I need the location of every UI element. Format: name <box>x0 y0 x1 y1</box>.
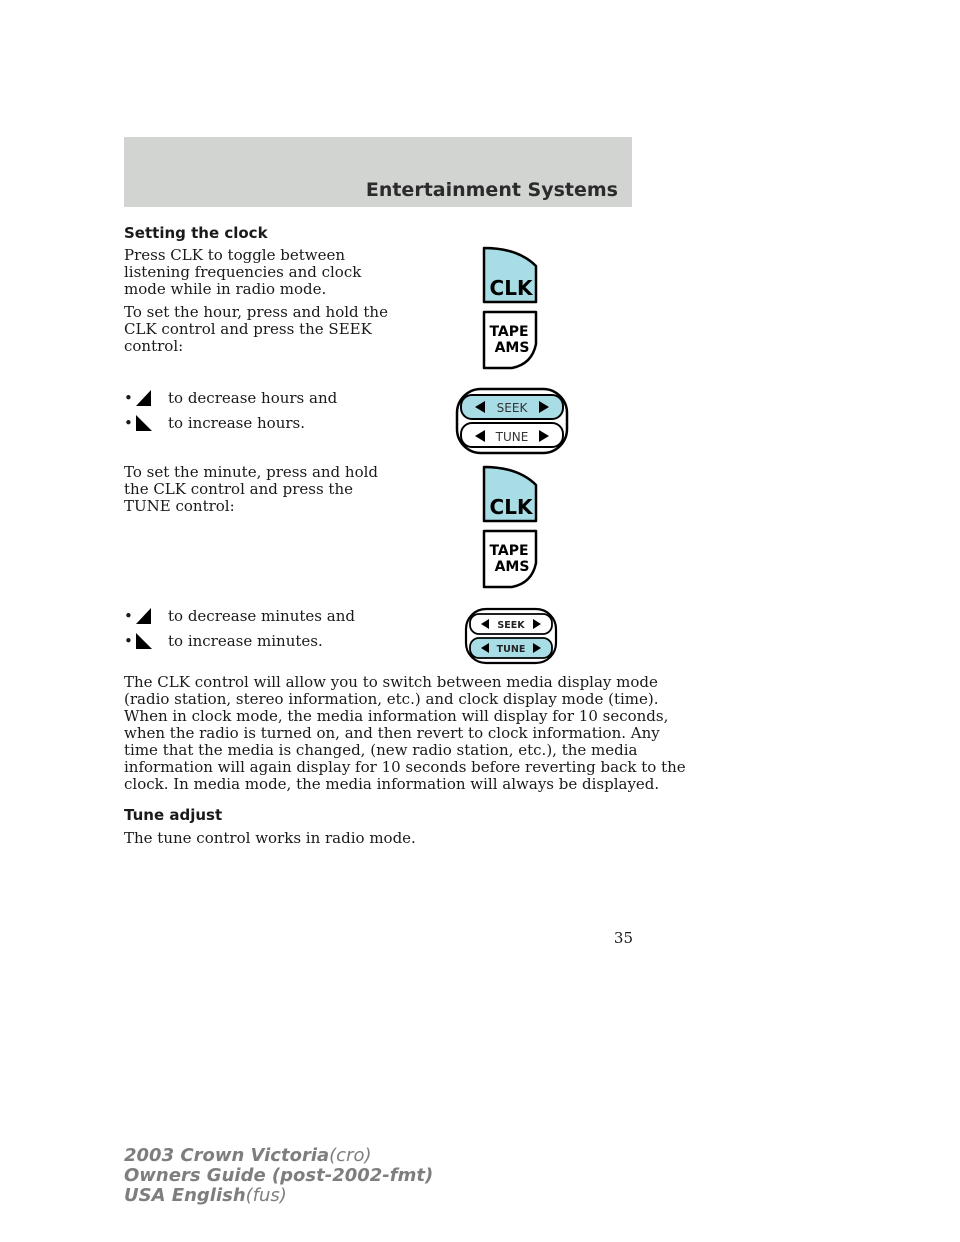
bullet-decrease-hours: • to decrease hours and <box>124 388 338 407</box>
bullet-increase-hours: • to increase hours. <box>124 413 306 432</box>
tune-label: TUNE <box>496 644 526 655</box>
paragraph-set-minute: To set the minute, press and hold the CLK control and press the TUNE control: <box>124 463 379 515</box>
footer-line-2 <box>124 1166 433 1186</box>
footer-model: 2003 Crown Victoria <box>124 1145 330 1166</box>
paragraph-clk-modes: The CLK control will allow you to switch between media display mode (radio station, stereo information, etc.) and clock display mode (time). When in clock mode, the media information will display for 10 seconds, when the radio is turned on, and then revert to clock information. Any time that the media is changed, (new radio station, etc.), the media information will again display for 10 seconds before reverting back to the clock. In media mode, the media information will always be displayed. <box>124 673 686 793</box>
paragraph-tune-control: The tune control works in radio mode. <box>124 829 416 847</box>
ams-label: AMS <box>494 559 530 575</box>
section-title: Entertainment Systems <box>365 179 618 201</box>
clk-label: CLK <box>489 495 533 519</box>
right-arrow-icon <box>136 415 152 431</box>
bullet-decrease-minutes: • to decrease minutes and <box>124 606 355 625</box>
seek-tune-figure-1 <box>455 387 569 455</box>
seek-label: SEEK <box>497 620 525 631</box>
seek-tune-figure-2 <box>464 607 558 665</box>
clk-button-figure-1 <box>478 246 542 372</box>
left-arrow-icon <box>136 390 152 406</box>
heading-tune-adjust: Tune adjust <box>124 806 223 824</box>
footer-language: USA English <box>124 1185 246 1206</box>
footer <box>124 1146 433 1206</box>
paragraph-set-hour: To set the hour, press and hold the CLK control and press the SEEK control: <box>124 303 388 355</box>
right-arrow-icon <box>136 633 152 649</box>
footer-language-code: (fus) <box>245 1185 287 1206</box>
bullet-text: to increase minutes. <box>168 631 323 650</box>
bullet-text: to decrease minutes and <box>168 606 355 625</box>
tune-label: TUNE <box>495 430 529 444</box>
bullet-text: to decrease hours and <box>168 388 338 407</box>
ams-label: AMS <box>494 340 530 356</box>
bullet-increase-minutes: • to increase minutes. <box>124 631 323 650</box>
page-number: 35 <box>613 929 633 947</box>
clk-label: CLK <box>489 276 533 300</box>
footer-line-1 <box>124 1146 433 1166</box>
footer-line-3 <box>124 1186 433 1206</box>
header-band <box>124 137 632 207</box>
heading-setting-the-clock: Setting the clock <box>124 224 268 242</box>
clk-button-figure-2 <box>478 465 542 591</box>
footer-model-code: (cro) <box>329 1145 372 1166</box>
bullet-text: to increase hours. <box>168 413 306 432</box>
tape-label: TAPE <box>489 543 529 559</box>
paragraph-clk-toggle: Press CLK to toggle between listening frequencies and clock mode while in radio mode. <box>124 246 362 298</box>
tape-label: TAPE <box>489 324 529 340</box>
left-arrow-icon <box>136 608 152 624</box>
seek-label: SEEK <box>496 401 528 415</box>
footer-guide: Owners Guide (post-2002-fmt) <box>124 1165 434 1186</box>
